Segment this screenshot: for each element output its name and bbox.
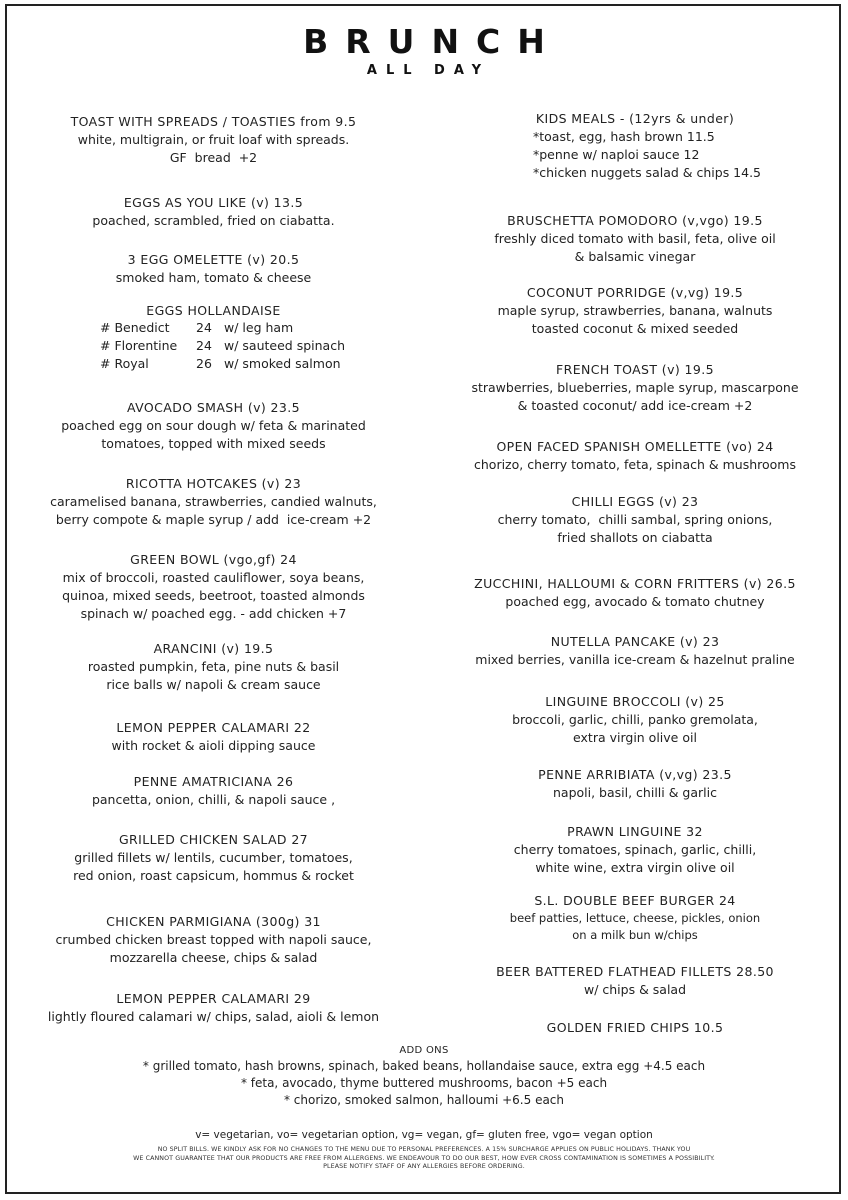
item-name: BRUSCHETTA POMODORO (v,vgo) 19.5 <box>507 213 763 228</box>
item-description: strawberries, blueberries, maple syrup, mascarpone & toasted coconut/ add ice-cream +2 <box>471 380 799 413</box>
fine-print-line: WE CANNOT GUARANTEE THAT OUR PRODUCTS ARE FREE FROM ALLERGENS. WE ENDEAVOUR TO DO OUR BEST, HOW EVER CROSS CONTAMINATION IS SOMETIMES A POSSIBILITY. <box>133 1154 715 1162</box>
kids-line: *chicken nuggets salad & chips 14.5 <box>533 165 762 180</box>
variant-price: 24 <box>196 320 212 335</box>
item-description: cherry tomatoes, spinach, garlic, chilli, white wine, extra virgin olive oil <box>513 842 757 875</box>
item-name: PRAWN LINGUINE 32 <box>567 824 703 839</box>
item-description: beef patties, lettuce, cheese, pickles, onion on a milk bun w/chips <box>509 911 761 942</box>
add-on-line: * feta, avocado, thyme buttered mushrooms, bacon +5 each <box>240 1076 608 1090</box>
menu-item <box>16 989 411 1026</box>
item-description: with rocket & aioli dipping sauce <box>111 738 316 753</box>
menu-item <box>16 250 411 287</box>
item-description: poached, scrambled, fried on ciabatta. <box>92 213 335 228</box>
kids-meals-section <box>440 110 830 182</box>
menu-item <box>16 193 411 230</box>
item-description: caramelised banana, strawberries, candied walnuts, berry compote & maple syrup / add ice-cream +2 <box>50 494 377 527</box>
menu-item <box>16 550 411 623</box>
menu-item <box>16 639 411 694</box>
menu-item <box>16 112 411 167</box>
menu-item <box>440 962 830 999</box>
item-name: LEMON PEPPER CALAMARI 22 <box>116 720 311 735</box>
variant-name: # Royal <box>100 356 149 371</box>
item-name: FRENCH TOAST (v) 19.5 <box>556 362 714 377</box>
kids-line: *toast, egg, hash brown 11.5 <box>533 129 715 144</box>
item-name: EGGS AS YOU LIKE (v) 13.5 <box>123 195 304 210</box>
menu-item <box>440 765 830 802</box>
menu-item <box>16 912 411 967</box>
variant-with: w/ smoked salmon <box>224 356 341 371</box>
item-name: GRILLED CHICKEN SALAD 27 <box>118 832 309 847</box>
variant-with: w/ leg ham <box>224 320 294 335</box>
menu-item <box>16 772 411 809</box>
item-name: AVOCADO SMASH (v) 23.5 <box>127 400 300 415</box>
menu-item <box>440 211 830 266</box>
item-name: CHILLI EGGS (v) 23 <box>571 494 699 509</box>
item-name: COCONUT PORRIDGE (v,vg) 19.5 <box>526 285 744 300</box>
item-description: smoked ham, tomato & cheese <box>115 270 312 285</box>
item-description: white, multigrain, or fruit loaf with spreads. GF bread +2 <box>77 132 350 165</box>
fine-print-line: NO SPLIT BILLS. WE KINDLY ASK FOR NO CHANGES TO THE MENU DUE TO PERSONAL PREFERENCES. A 15% SURCHARGE APPLIES ON PUBLIC HOLIDAYS. THANK YOU <box>157 1146 691 1153</box>
item-name: OPEN FACED SPANISH OMELLETTE (vo) 24 <box>496 439 774 454</box>
add-ons-heading: ADD ONS <box>399 1045 449 1056</box>
menu-item <box>440 437 830 474</box>
item-description: broccoli, garlic, chilli, panko gremolata, extra virgin olive oil <box>512 712 758 745</box>
item-name: ZUCCHINI, HALLOUMI & CORN FRITTERS (v) 26.5 <box>474 576 796 591</box>
fine-print-line: PLEASE NOTIFY STAFF OF ANY ALLERGIES BEFORE ORDERING. <box>323 1163 525 1170</box>
item-name: EGGS HOLLANDAISE <box>146 303 281 318</box>
item-description: cherry tomato, chilli sambal, spring onions, fried shallots on ciabatta <box>497 512 773 545</box>
item-description: mix of broccoli, roasted cauliflower, soya beans, quinoa, mixed seeds, beetroot, toasted almonds spinach w/ poached egg. - add chicken +7 <box>62 570 365 621</box>
item-name: BEER BATTERED FLATHEAD FILLETS 28.50 <box>496 964 774 979</box>
item-description: pancetta, onion, chilli, & napoli sauce , <box>91 792 336 807</box>
item-name: 3 EGG OMELETTE (v) 20.5 <box>127 252 300 267</box>
menu-item <box>440 360 830 415</box>
menu-item <box>440 283 830 338</box>
variant-price: 24 <box>196 338 212 353</box>
item-name: KIDS MEALS - (12yrs & under) <box>535 111 735 126</box>
item-name: S.L. DOUBLE BEEF BURGER 24 <box>534 893 736 908</box>
add-ons-section <box>0 1044 848 1109</box>
item-name: ARANCINI (v) 19.5 <box>153 641 274 656</box>
item-description: lightly floured calamari w/ chips, salad, aioli & lemon <box>47 1009 380 1024</box>
item-description: crumbed chicken breast topped with napoli sauce, mozzarella cheese, chips & salad <box>55 932 372 965</box>
hollandaise-row <box>16 320 411 338</box>
dietary-legend: v= vegetarian, vo= vegetarian option, vg= vegan, gf= gluten free, vgo= vegan option <box>195 1129 653 1141</box>
menu-item <box>440 632 830 669</box>
item-description: w/ chips & salad <box>583 982 687 997</box>
item-description: grilled fillets w/ lentils, cucumber, tomatoes, red onion, roast capsicum, hommus & rocket <box>73 850 354 883</box>
item-description: chorizo, cherry tomato, feta, spinach & mushrooms <box>474 457 796 472</box>
hollandaise-row <box>16 338 411 356</box>
item-description: poached egg on sour dough w/ feta & marinated tomatoes, topped with mixed seeds <box>61 418 366 451</box>
item-name: PENNE ARRIBIATA (v,vg) 23.5 <box>538 767 732 782</box>
item-name: RICOTTA HOTCAKES (v) 23 <box>125 476 302 491</box>
menu-subtitle: ALL DAY <box>366 63 491 78</box>
item-name: PENNE AMATRICIANA 26 <box>133 774 294 789</box>
item-description: mixed berries, vanilla ice-cream & hazelnut praline <box>475 652 795 667</box>
menu-item <box>440 822 830 877</box>
item-description: maple syrup, strawberries, banana, walnuts toasted coconut & mixed seeded <box>497 303 773 336</box>
item-name: CHICKEN PARMIGIANA (300g) 31 <box>106 914 321 929</box>
menu-item <box>440 574 830 611</box>
add-on-line: * grilled tomato, hash browns, spinach, baked beans, hollandaise sauce, extra egg +4.5 each <box>142 1059 706 1073</box>
menu-item <box>16 830 411 885</box>
item-description: napoli, basil, chilli & garlic <box>553 785 717 800</box>
item-name: LINGUINE BROCCOLI (v) 25 <box>545 694 725 709</box>
add-on-line: * chorizo, smoked salmon, halloumi +6.5 each <box>283 1093 565 1107</box>
item-description: roasted pumpkin, feta, pine nuts & basil rice balls w/ napoli & cream sauce <box>87 659 340 692</box>
variant-name: # Benedict <box>100 320 170 335</box>
item-name: GREEN BOWL (vgo,gf) 24 <box>130 552 297 567</box>
menu-item <box>16 718 411 755</box>
menu-item <box>16 474 411 529</box>
menu-title: BRUNCH <box>303 22 562 61</box>
menu-item <box>440 891 830 944</box>
variant-price: 26 <box>196 356 212 371</box>
kids-line: *penne w/ naploi sauce 12 <box>533 147 700 162</box>
eggs-hollandaise-section <box>16 302 411 374</box>
fine-print <box>0 1146 848 1172</box>
variant-name: # Florentine <box>100 338 178 353</box>
item-name: NUTELLA PANCAKE (v) 23 <box>550 634 720 649</box>
hollandaise-row <box>16 356 411 374</box>
variant-with: w/ sauteed spinach <box>224 338 345 353</box>
item-name: LEMON PEPPER CALAMARI 29 <box>116 991 311 1006</box>
item-description: freshly diced tomato with basil, feta, olive oil & balsamic vinegar <box>494 231 776 264</box>
menu-item <box>16 398 411 453</box>
item-description: poached egg, avocado & tomato chutney <box>505 594 765 609</box>
menu-item <box>440 492 830 547</box>
item-name: GOLDEN FRIED CHIPS 10.5 <box>546 1020 724 1035</box>
item-name: TOAST WITH SPREADS / TOASTIES from 9.5 <box>70 114 357 129</box>
menu-item <box>440 1018 830 1037</box>
menu-item <box>440 692 830 747</box>
